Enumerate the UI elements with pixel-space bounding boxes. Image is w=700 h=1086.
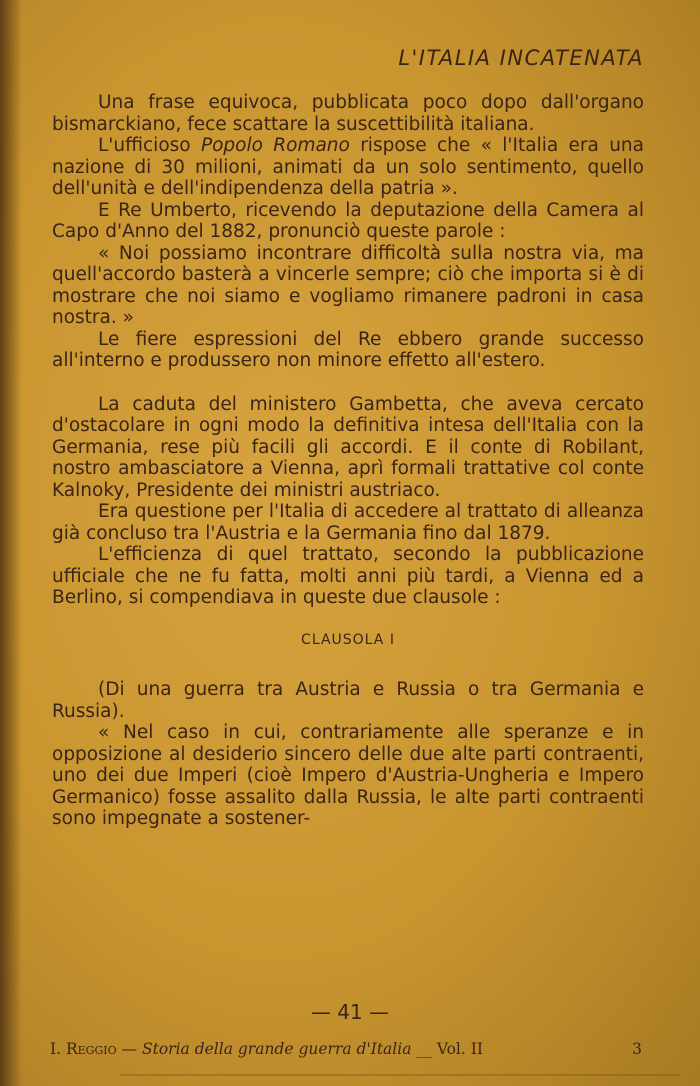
clause-heading: CLAUSOLA I <box>301 631 395 648</box>
footer-author: I. Reggio — <box>50 1040 138 1058</box>
paragraph: L'efficienza di quel trattato, secondo la pubblicazione ufficiale che ne fu fatta, molti anni più tardi, a Vienna ed a Berlino, si compendiava in queste due clausole : <box>52 544 644 608</box>
footer-work-title: Storia della grande guerra d'Italia <box>141 1040 412 1058</box>
page-fold-line <box>120 1074 680 1076</box>
paragraph: Una frase equivoca, pubblicata poco dopo dall'organo bismarckiano, fece scattare la suscettibilità italiana. <box>52 92 644 135</box>
footer-citation <box>50 1040 483 1058</box>
running-header: L'ITALIA INCATENATA <box>398 46 644 70</box>
clause-subtitle: (Di una guerra tra Austria e Russia o tra Germania e Russia). <box>52 679 644 722</box>
paragraph: E Re Umberto, ricevendo la deputazione della Camera al Capo d'Anno del 1882, pronunciò queste parole : <box>52 199 644 242</box>
paragraph: Le fiere espressioni del Re ebbero grande successo all'interno e produssero non minore effetto all'estero. <box>52 328 644 371</box>
quote-paragraph: « Noi possiamo incontrare difficoltà sulla nostra via, ma quell'accordo basterà a vincerle sempre; ciò che importa si è di mostrare che noi siamo e vogliamo rimanere padroni in casa nostra. » <box>52 242 644 328</box>
page-body <box>52 92 644 830</box>
newspaper-name: Popolo Romano <box>200 135 350 156</box>
page-number: — 41 — <box>310 1000 390 1024</box>
paragraph: La caduta del ministero Gambetta, che aveva cercato d'ostacolare in ogni modo la definitiva intesa dell'Italia con la Germania, rese più facili gli accordi. E il conte di Robilant, nostro ambasciatore a Vienna, aprì formali trattative col conte Kalnoky, Presidente dei ministri austriaco. <box>52 393 644 501</box>
paragraph: Era questione per l'Italia di accedere al trattato di alleanza già concluso tra l'Austria e la Germania fino dal 1879. <box>52 501 644 544</box>
paragraph: L'ufficioso Popolo Romano rispose che « l'Italia era una nazione di 30 milioni, animati da un solo sentimento, quello dell'unità e dell'indipendenza della patria ». <box>52 135 644 199</box>
page-shadow-edge <box>0 0 22 1086</box>
footer-volume: Vol. II <box>436 1040 483 1058</box>
footer-line <box>50 1040 642 1058</box>
footer-dash: __ <box>416 1040 432 1058</box>
footer-signature: 3 <box>632 1040 642 1058</box>
clause-text: « Nel caso in cui, contrariamente alle speranze e in opposizione al desiderio sincero delle due alte parti contraenti, uno dei due Imperi (cioè Impero d'Austria-Ungheria e Impero Germanico) fosse assalito dalla Russia, le alte parti contraenti sono impegnate a sostener- <box>52 722 644 829</box>
